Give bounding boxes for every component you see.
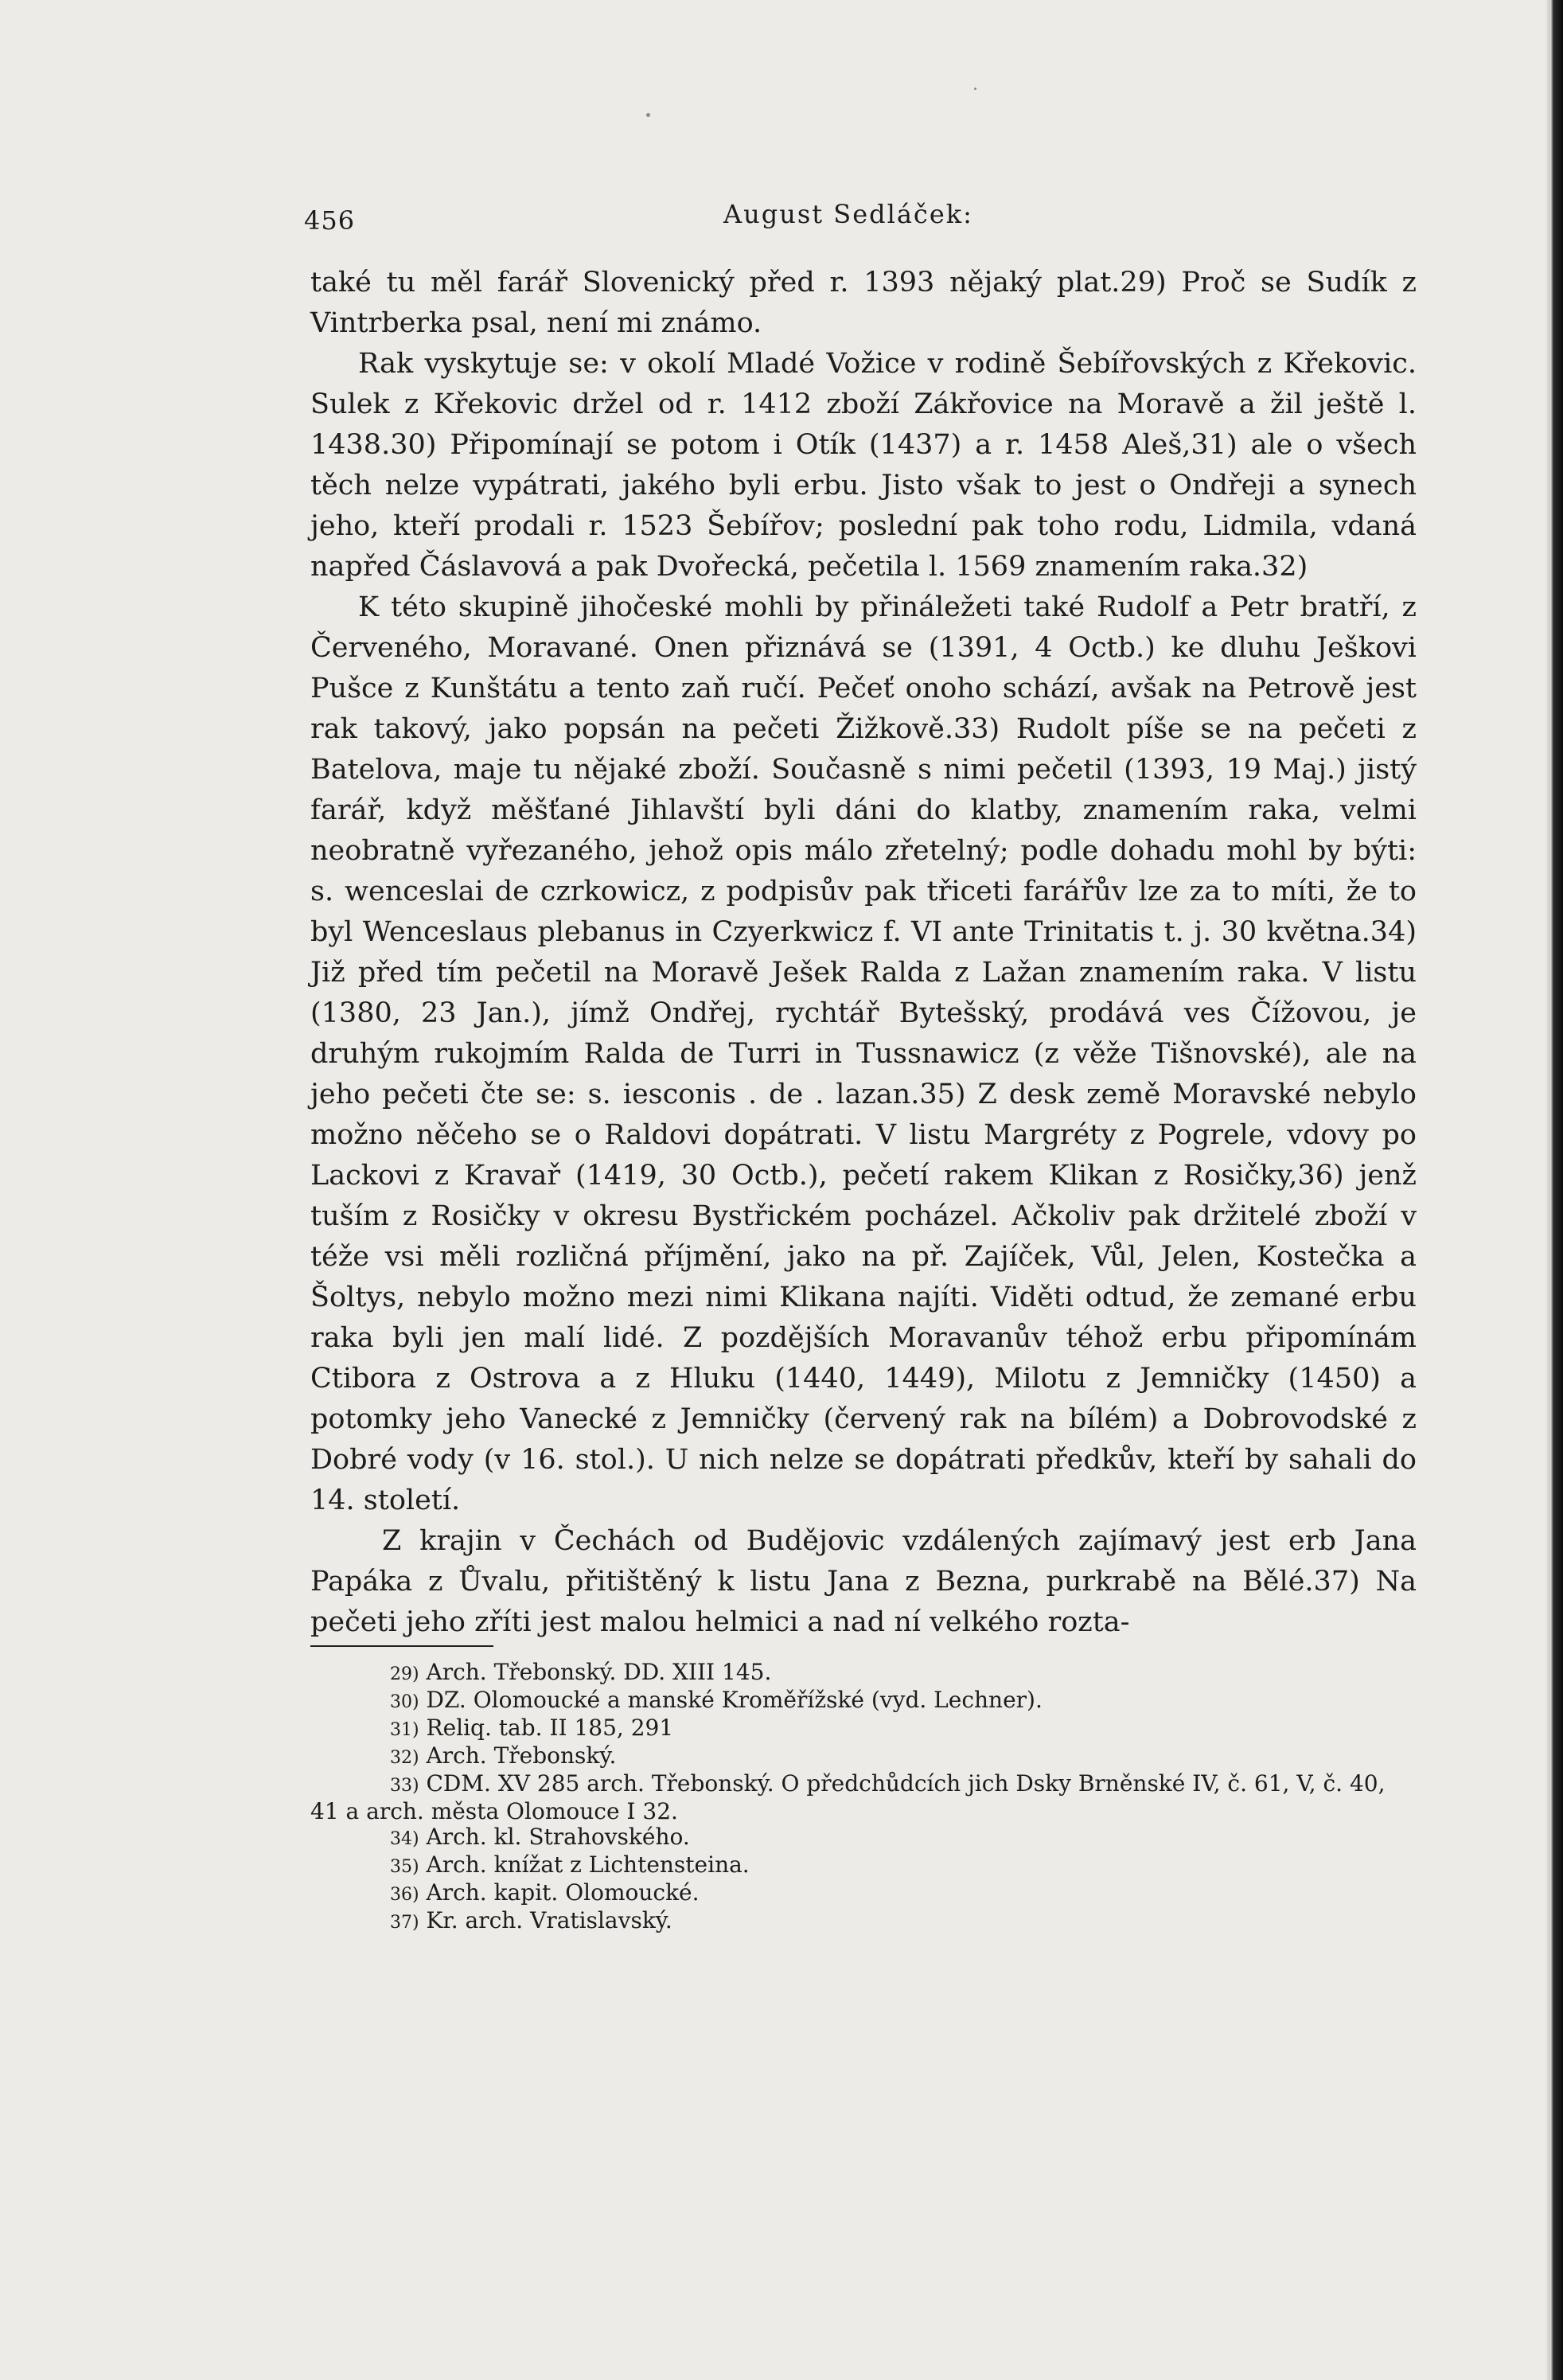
footnote-29: 29) Arch. Třebonský. DD. XIII 145. xyxy=(390,1659,772,1685)
footnote-37: 37) Kr. arch. Vratislavský. xyxy=(390,1907,672,1933)
footnote-divider xyxy=(310,1645,493,1647)
footnote-31: 31) Reliq. tab. II 185, 291 xyxy=(390,1715,674,1741)
footnotes xyxy=(310,1660,1417,1936)
paragraph-southern-bohemian-group: K této skupině jihočeské mohli by přináležeti také Rudolf a Petr bratří, z Červeného, Moravané. Onen přiznává se (1391, 4 Octb.) ke dluhu Ješkovi Pušce z Kunštátu a tento zaň ručí. Pečeť onoho schází, avšak na Petrově jest rak takový, jako popsán na pečeti Žižkově.33) Rudolt píše se na pečeti z Batelova, maje tu nějaké zboží. Současně s nimi pečetil (1393, 19 Maj.) jistý farář, když měšťané Jihlavští byli dáni do klatby, znamením raka, velmi neobratně vyřezaného, jehož opis málo zřetelný; podle dohadu mohl by býti: s. wenceslai de czrkowicz, z podpisův pak třiceti farářův lze za to míti, že to byl Wenceslaus plebanus in Czyerkwicz f. VI ante Trinitatis t. j. 30 května.34) Již před tím pečetil na Moravě Ješek Ralda z Lažan znamením raka. V listu (1380, 23 Jan.), jímž Ondřej, rychtář Bytešský, prodává ves Čížovou, je druhým rukojmím Ralda de Turri in Tussnawicz (z věže Tišnovské), ale na jeho pečeti čte se: s. iesconis . de . lazan.35) Z desk země Moravské nebylo možno něčeho se o Raldovi dopátrati. V listu Margréty z Pogrele, vdovy po Lackovi z Kravař (1419, 30 Octb.), pečetí rakem Klikan z Rosičky,36) jenž tuším z Rosičky v okresu Bystřickém pocházel. Ačkoliv pak držitelé zboží v téže vsi měli rozličná příjmění, jako na př. Zajíček, Vůl, Jelen, Kostečka a Šoltys, nebylo možno mezi nimi Klikana najíti. Viděti odtud, že zemané erbu raka byli jen malí lidé. Z pozdějších Moravanův téhož erbu připomínám Ctibora z Ostrova a z Hluku (1440, 1449), Milotu z Jemničky (1450) a potomky jeho Vanecké z Jemničky (červený rak na bílém) a Dobrovodské z Dobré vody (v 16. stol.). U nich nelze se dopátrati předkův, kteří by sahali do 14. století. xyxy=(310,591,1417,1516)
running-head-author: August Sedláček: xyxy=(723,199,973,229)
book-spine-edge xyxy=(1550,0,1563,2380)
main-text xyxy=(310,263,1417,1643)
footnote-34: 34) Arch. kl. Strahovského. xyxy=(390,1824,690,1850)
scan-speck xyxy=(974,88,976,90)
paragraph-continuation: také tu měl farář Slovenický před r. 1393 nějaký plat.29) Proč se Sudík z Vintrberka psal, není mi známo. xyxy=(310,267,1417,339)
scan-speck xyxy=(646,113,650,117)
footnote-35: 35) Arch. knížat z Lichtensteina. xyxy=(390,1851,750,1878)
footnote-33: 33) CDM. XV 285 arch. Třebonský. O předchůdcích jich Dsky Brněnské IV, č. 61, V, č. 40, 41 a arch. města Olomouce I 32. xyxy=(310,1770,1386,1824)
footnote-36: 36) Arch. kapit. Olomoucké. xyxy=(390,1879,700,1906)
paragraph-jan-papak: Z krajin v Čechách od Budějovic vzdálených zajímavý jest erb Jana Papáka z Ůvalu, přitištěný k listu Jana z Bezna, purkrabě na Bělé.37) Na pečeti jeho zříti jest malou helmici a nad ní velkého rozta- xyxy=(310,1525,1417,1638)
footnote-30: 30) DZ. Olomoucké a manské Kroměřížské (vyd. Lechner). xyxy=(390,1687,1043,1713)
page-header xyxy=(304,199,1418,239)
page-number: 456 xyxy=(304,205,356,236)
footnote-32: 32) Arch. Třebonský. xyxy=(390,1742,617,1769)
paragraph-sebirovsti: Rak vyskytuje se: v okolí Mladé Vožice v rodině Šebířovských z Křekovic. Sulek z Křekovic držel od r. 1412 zboží Zákřovice na Moravě a žil ještě l. 1438.30) Připomínají se potom i Otík (1437) a r. 1458 Aleš,31) ale o všech těch nelze vypátrati, jakého byli erbu. Jisto však to jest o Ondřeji a synech jeho, kteří prodali r. 1523 Šebířov; poslední pak toho rodu, Lidmila, vdaná napřed Čáslavová a pak Dvořecká, pečetila l. 1569 znamením raka.32) xyxy=(310,348,1417,583)
